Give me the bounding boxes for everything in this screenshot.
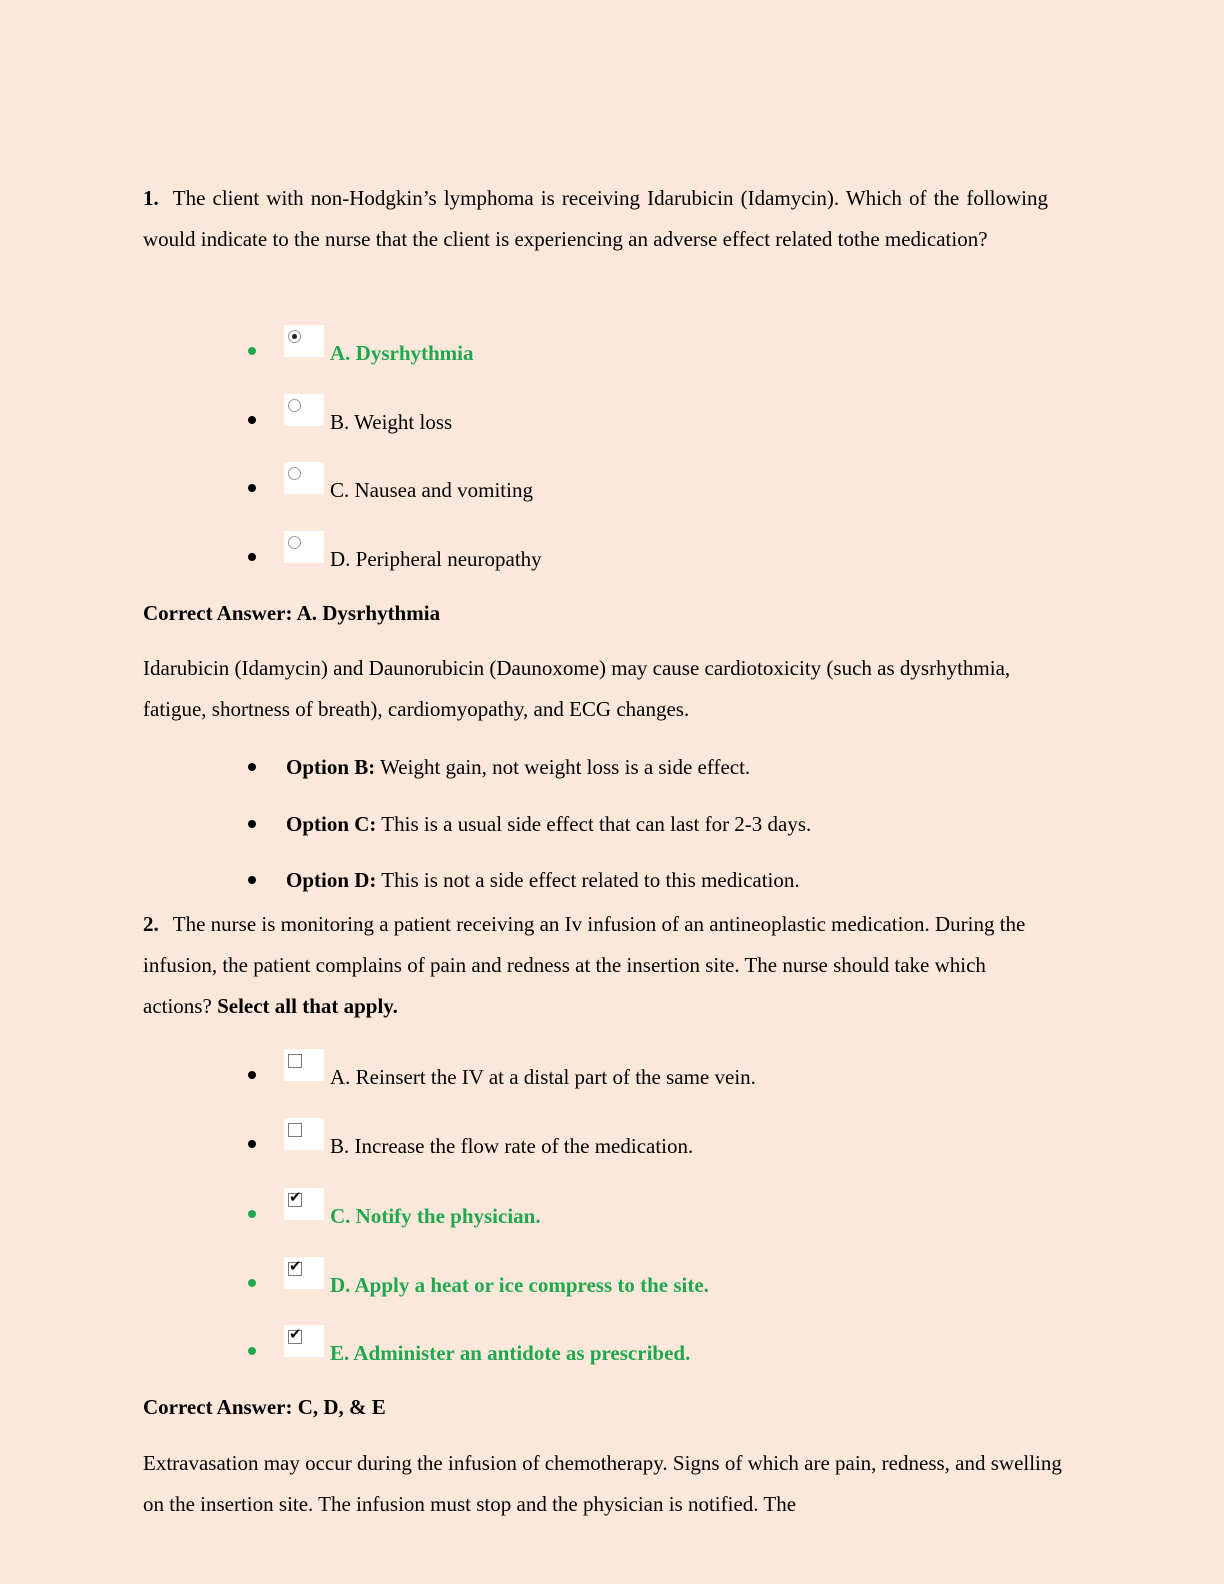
bullet-icon bbox=[248, 416, 256, 424]
checkbox-icon[interactable] bbox=[288, 1257, 302, 1276]
q2-option-b-checkbox-box[interactable] bbox=[284, 1118, 324, 1150]
q1-option-c[interactable] bbox=[248, 462, 533, 502]
explanation-text: This is not a side effect related to this medication. bbox=[376, 868, 800, 892]
question-2-number: 2. bbox=[143, 912, 159, 936]
radio-button-icon[interactable] bbox=[288, 330, 301, 343]
q1-option-a-label: A. Dysrhythmia bbox=[330, 341, 474, 365]
explanation-text: This is a usual side effect that can last for 2-3 days. bbox=[376, 812, 812, 836]
radio-button-icon[interactable] bbox=[288, 536, 301, 549]
q2-option-e-label: E. Administer an antidote as prescribed. bbox=[330, 1341, 691, 1365]
bullet-icon bbox=[248, 763, 256, 771]
checkmark-icon: ✔ bbox=[289, 1325, 302, 1343]
q2-option-b-label: B. Increase the flow rate of the medication. bbox=[330, 1134, 694, 1158]
explanation-label: Option D: bbox=[286, 868, 377, 892]
bullet-icon bbox=[248, 820, 256, 828]
q2-correct-answer: Correct Answer: C, D, & E bbox=[143, 1395, 386, 1419]
checkbox-icon[interactable] bbox=[288, 1325, 302, 1344]
q2-option-c-label: C. Notify the physician. bbox=[330, 1204, 541, 1228]
explanation-label: Option B: bbox=[286, 755, 376, 779]
q1-explanation-b bbox=[248, 754, 750, 780]
bullet-icon bbox=[248, 1140, 256, 1148]
q2-option-a-checkbox-box[interactable] bbox=[284, 1049, 324, 1081]
question-2-text: The nurse is monitoring a patient receiving an Iv infusion of an antineoplastic medication. During the infusion, the patient complains of pain and redness at the insertion site. The nurse should take which actions? bbox=[143, 912, 1026, 1018]
bullet-icon bbox=[248, 553, 256, 561]
q2-option-e-checkbox-box[interactable] bbox=[284, 1325, 324, 1357]
q2-option-a[interactable] bbox=[248, 1049, 756, 1089]
q2-option-c-checkbox-box[interactable] bbox=[284, 1188, 324, 1220]
bullet-icon bbox=[248, 1279, 256, 1287]
bullet-icon bbox=[248, 1347, 256, 1355]
checkmark-icon: ✔ bbox=[289, 1188, 302, 1206]
q1-rationale: Idarubicin (Idamycin) and Daunorubicin (Daunoxome) may cause cardiotoxicity (such as dysrhythmia, fatigue, shortness of breath), cardiomyopathy, and ECG changes. bbox=[143, 656, 1011, 721]
question-1-number: 1. bbox=[143, 186, 159, 210]
checkmark-icon: ✔ bbox=[289, 1257, 302, 1275]
q1-option-b[interactable] bbox=[248, 394, 452, 434]
q1-option-d-radio-box[interactable] bbox=[284, 531, 324, 563]
q2-option-d-label: D. Apply a heat or ice compress to the site. bbox=[330, 1273, 709, 1297]
q2-option-d-checkbox-box[interactable] bbox=[284, 1257, 324, 1289]
q2-option-d[interactable] bbox=[248, 1257, 709, 1297]
q1-option-c-label: C. Nausea and vomiting bbox=[330, 478, 533, 502]
radio-button-icon[interactable] bbox=[288, 399, 301, 412]
q1-option-b-label: B. Weight loss bbox=[330, 410, 453, 434]
bullet-icon bbox=[248, 1210, 256, 1218]
question-2-stem bbox=[143, 904, 1043, 1027]
q2-option-c[interactable] bbox=[248, 1188, 541, 1228]
q2-option-e[interactable] bbox=[248, 1325, 690, 1365]
checkbox-icon[interactable] bbox=[288, 1123, 302, 1137]
q1-option-a-radio-box[interactable] bbox=[284, 325, 324, 357]
q1-option-c-radio-box[interactable] bbox=[284, 462, 324, 494]
question-1-text: The client with non-Hodgkin’s lymphoma is receiving Idarubicin (Idamycin). Which of the following would indicate to the nurse that the client is experiencing an adverse effect related tothe medication? bbox=[143, 186, 1048, 251]
q1-explanation-c bbox=[248, 811, 811, 837]
q1-option-b-radio-box[interactable] bbox=[284, 394, 324, 426]
explanation-label: Option C: bbox=[286, 812, 377, 836]
checkbox-icon[interactable] bbox=[288, 1054, 302, 1068]
q1-correct-answer: Correct Answer: A. Dysrhythmia bbox=[143, 601, 441, 625]
q2-rationale: Extravasation may occur during the infusion of chemotherapy. Signs of which are pain, redness, and swelling on the insertion site. The infusion must stop and the physician is notified. The bbox=[143, 1451, 1062, 1516]
question-1-stem bbox=[143, 178, 1048, 260]
q1-option-d[interactable] bbox=[248, 531, 542, 571]
q2-option-b[interactable] bbox=[248, 1118, 693, 1158]
question-2-emphasis: Select all that apply. bbox=[217, 994, 398, 1018]
checkbox-icon[interactable] bbox=[288, 1188, 302, 1207]
bullet-icon bbox=[248, 484, 256, 492]
q1-option-d-label: D. Peripheral neuropathy bbox=[330, 547, 542, 571]
explanation-text: Weight gain, not weight loss is a side effect. bbox=[375, 755, 751, 779]
bullet-icon bbox=[248, 347, 256, 355]
q2-option-a-label: A. Reinsert the IV at a distal part of the same vein. bbox=[330, 1065, 756, 1089]
radio-button-icon[interactable] bbox=[288, 467, 301, 480]
q1-option-a[interactable] bbox=[248, 325, 474, 365]
bullet-icon bbox=[248, 1071, 256, 1079]
bullet-icon bbox=[248, 876, 256, 884]
q1-explanation-d bbox=[248, 867, 800, 893]
